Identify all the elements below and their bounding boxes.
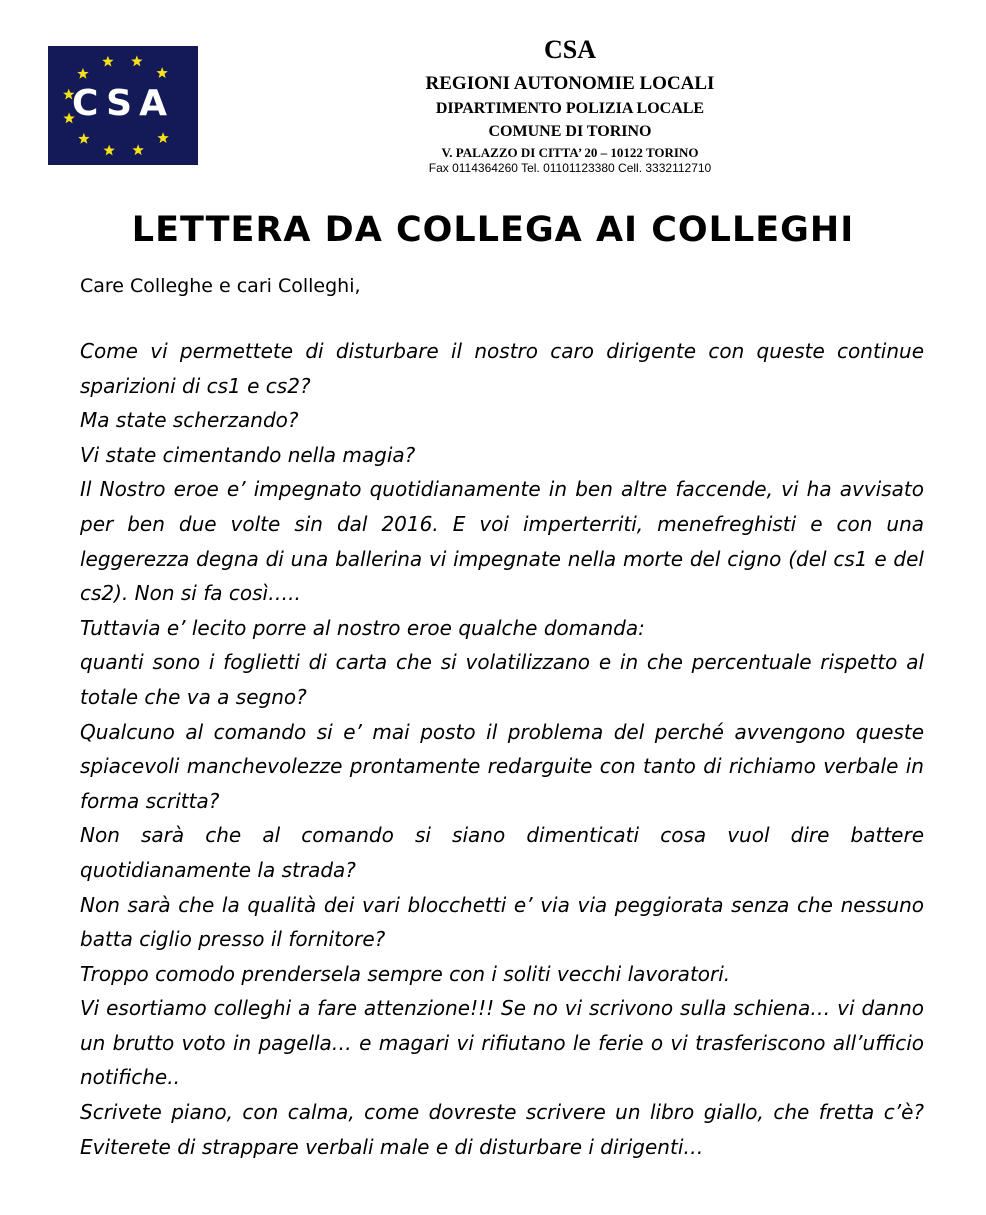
- org-line-1: REGIONI AUTONOMIE LOCALI: [425, 73, 715, 94]
- star-icon: [102, 56, 113, 67]
- letter-body: [80, 334, 924, 1164]
- star-icon: [157, 132, 168, 143]
- paragraph: Non sarà che la qualità dei vari blocchetti e’ via via peggiorata senza che nessuno batta ciglio presso il fornitore?: [80, 892, 924, 952]
- paragraph: Vi esortiamo colleghi a fare attenzione!!! Se no vi scrivono sulla schiena… vi danno un brutto voto in pagella… e magari vi rifiutano le ferie o vi trasferiscono all’ufficio notifiche..: [80, 996, 924, 1090]
- paragraph: Troppo comodo prendersela sempre con i soliti vecchi lavoratori.: [80, 961, 731, 986]
- paragraph: Vi state cimentando nella magia?: [80, 442, 416, 467]
- org-name: CSA: [543, 35, 596, 64]
- star-icon: [131, 55, 142, 66]
- document-title: LETTERA DA COLLEGA AI COLLEGHI: [131, 210, 855, 250]
- star-icon: [132, 144, 143, 155]
- paragraph: quanti sono i foglietti di carta che si volatilizzano e in che percentuale rispetto al totale che va a segno?: [80, 650, 924, 709]
- paragraph: Come vi permettete di disturbare il nostro caro dirigente con queste continue sparizioni di cs1 e cs2?: [80, 339, 924, 398]
- star-icon: [103, 145, 114, 156]
- paragraph: Il Nostro eroe e’ impegnato quotidianamente in ben altre faccende, vi ha avvisato per ben due volte sin dal 2016. E voi imperterriti, menefreghisti e con una leggerezza degna di una ballerina vi impegnate nella morte del cigno (del cs1 e del cs2). Non si fa così…..: [80, 477, 924, 606]
- org-line-3: COMUNE DI TORINO: [488, 123, 652, 140]
- org-line-2: DIPARTIMENTO POLIZIA LOCALE: [435, 100, 705, 117]
- paragraph: Scrivete piano, con calma, come dovreste scrivere un libro giallo, che fretta c’è? Eviterete di strappare verbali male e di disturbare i dirigenti…: [80, 1100, 924, 1159]
- csa-logo: [48, 46, 198, 165]
- paragraph: Tuttavia e’ lecito porre al nostro eroe qualche domanda:: [80, 615, 645, 640]
- paragraph: Non sarà che al comando si siano dimenticati cosa vuol dire battere quotidianamente la strada?: [80, 823, 924, 882]
- star-icon: [77, 68, 88, 79]
- paragraph: Qualcuno al comando si e’ mai posto il problema del perché avvengono queste spiacevoli manchevolezze prontamente redarguite con tanto di richiamo verbale in forma scritta?: [80, 719, 924, 813]
- paragraph: Ma state scherzando?: [80, 408, 299, 433]
- logo-text: CSA: [72, 83, 174, 124]
- star-icon: [78, 133, 89, 144]
- star-icon: [156, 67, 167, 78]
- org-address: V. PALAZZO DI CITTA’ 20 – 10122 TORINO: [441, 145, 699, 160]
- org-contacts: Fax 0114364260 Tel. 01101123380 Cell. 3332112710: [428, 161, 712, 175]
- greeting: Care Colleghe e cari Colleghi,: [80, 275, 361, 297]
